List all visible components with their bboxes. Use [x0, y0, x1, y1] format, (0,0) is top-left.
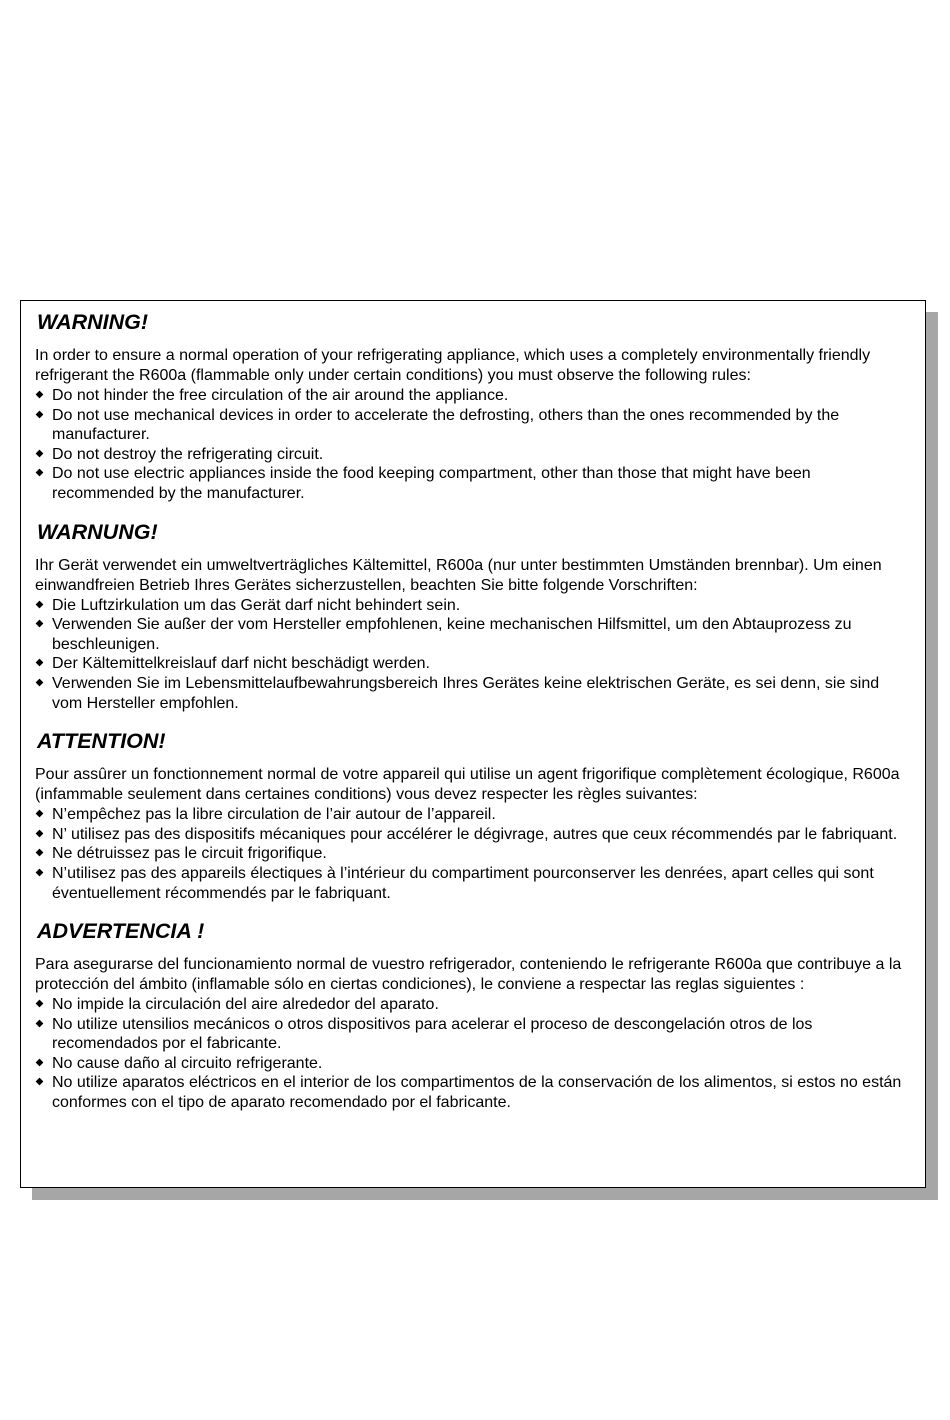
rule-item [35, 654, 911, 674]
section-advertencia-es [35, 918, 911, 1113]
diamond-bullet-icon [36, 600, 44, 608]
section-warning-en [35, 309, 911, 504]
rule-text: Do not use electric appliances inside the food keeping compartment, other than those that might have been recommended by the manufacturer. [52, 465, 811, 502]
section-intro: Para asegurarse del funcionamiento normal de vuestro refrigerador, conteniendo le refrigerante R600a que contribuye a la protección del ámbito (inflamable sólo en ciertas condiciones), le conviene a respectar las reglas siguientes : [35, 956, 902, 994]
section-heading: WARNING! [37, 310, 149, 334]
rules-list [35, 596, 911, 714]
diamond-bullet-icon [36, 1059, 44, 1067]
section-intro: In order to ensure a normal operation of your refrigerating appliance, which uses a completely environmentally friendly refrigerant the R600a (flammable only under certain conditions) you must observe the following rules: [35, 347, 871, 384]
rule-item [35, 615, 911, 654]
rule-item [35, 864, 911, 903]
diamond-bullet-icon [36, 469, 44, 477]
diamond-bullet-icon [36, 810, 44, 818]
diamond-bullet-icon [36, 620, 44, 628]
rule-text: No cause daño al circuito refrigerante. [52, 1054, 323, 1072]
diamond-bullet-icon [36, 1000, 44, 1008]
diamond-bullet-icon [36, 829, 44, 837]
rule-item [35, 445, 911, 465]
rule-text: Do not use mechanical devices in order to accelerate the defrosting, others than the ones recommended by the manufacturer. [52, 406, 840, 444]
rules-list [35, 386, 911, 504]
diamond-bullet-icon [36, 1078, 44, 1086]
rule-item [35, 674, 911, 713]
rule-item [35, 844, 911, 864]
rule-item [35, 825, 911, 845]
rule-text: Verwenden Sie im Lebensmittelaufbewahrungsbereich Ihres Gerätes keine elektrischen Geräte, es sei denn, sie sind vom Hersteller empfohlen. [52, 674, 880, 712]
diamond-bullet-icon [36, 410, 44, 418]
diamond-bullet-icon [36, 679, 44, 687]
diamond-bullet-icon [36, 391, 44, 399]
warning-box [20, 300, 926, 1188]
section-intro: Ihr Gerät verwendet ein umweltverträgliches Kältemittel, R600a (nur unter bestimmten Umständen brennbar). Um einen einwandfreien Betrieb Ihres Gerätes sicherzustellen, beachten Sie bitte folgende Vorschriften: [35, 556, 882, 594]
rule-text: No impide la circulación del aire alrededor del aparato. [52, 996, 439, 1014]
rule-text: No utilize aparatos eléctricos en el interior de los compartimentos de la conservación de los alimentos, si estos no están conformes con el tipo de aparato recomendado por el fabricante. [52, 1074, 902, 1112]
rule-item [35, 386, 911, 406]
rule-item [35, 1073, 911, 1112]
section-warnung-de [35, 519, 911, 714]
rules-list [35, 995, 911, 1113]
section-heading: ADVERTENCIA ! [37, 919, 205, 944]
rule-text: N’utilisez pas des appareils électiques à l’intérieur du compartiment pourconserver les denrées, apart celles qui sont éventuellement récommendés par le fabriquant. [52, 864, 874, 902]
section-heading: WARNUNG! [37, 519, 158, 544]
diamond-bullet-icon [36, 659, 44, 667]
rule-text: Do not destroy the refrigerating circuit. [52, 445, 324, 463]
diamond-bullet-icon [36, 449, 44, 457]
rule-text: Der Kältemittelkreislauf darf nicht beschädigt werden. [52, 655, 430, 673]
rule-text: Ne détruissez pas le circuit frigorifique. [52, 845, 327, 863]
rules-list [35, 805, 911, 903]
section-intro: Pour assûrer un fonctionnement normal de votre appareil qui utilise un agent frigorifique complètement écologique, R600a (infammable seulement dans certaines conditions) vous devez respecter les règles suivantes: [35, 766, 900, 804]
rule-text: N’ utilisez pas des dispositifs mécaniques pour accélérer le dégivrage, autres que ceux récommendés par le fabriquant. [52, 825, 898, 843]
diamond-bullet-icon [36, 849, 44, 857]
rule-item [35, 1054, 911, 1074]
rule-item [35, 596, 911, 616]
diamond-bullet-icon [36, 869, 44, 877]
rule-item [35, 1015, 911, 1054]
rule-item [35, 995, 911, 1015]
section-attention-fr [35, 728, 911, 903]
section-heading: ATTENTION! [37, 729, 166, 754]
rule-item [35, 464, 911, 503]
rule-item [35, 805, 911, 825]
rule-text: Die Luftzirkulation um das Gerät darf nicht behindert sein. [52, 596, 461, 614]
rule-text: No utilize utensilios mecánicos o otros dispositivos para acelerar el proceso de descongelación otros de los recomendados por el fabricante. [52, 1015, 813, 1053]
rule-text: N’empêchez pas la libre circulation de l’air autour de l’appareil. [52, 806, 496, 824]
rule-item [35, 406, 911, 445]
diamond-bullet-icon [36, 1019, 44, 1027]
rule-text: Do not hinder the free circulation of the air around the appliance. [52, 387, 509, 404]
rule-text: Verwenden Sie außer der vom Hersteller empfohlenen, keine mechanischen Hilfsmittel, um den Abtauprozess zu beschleunigen. [52, 616, 852, 653]
